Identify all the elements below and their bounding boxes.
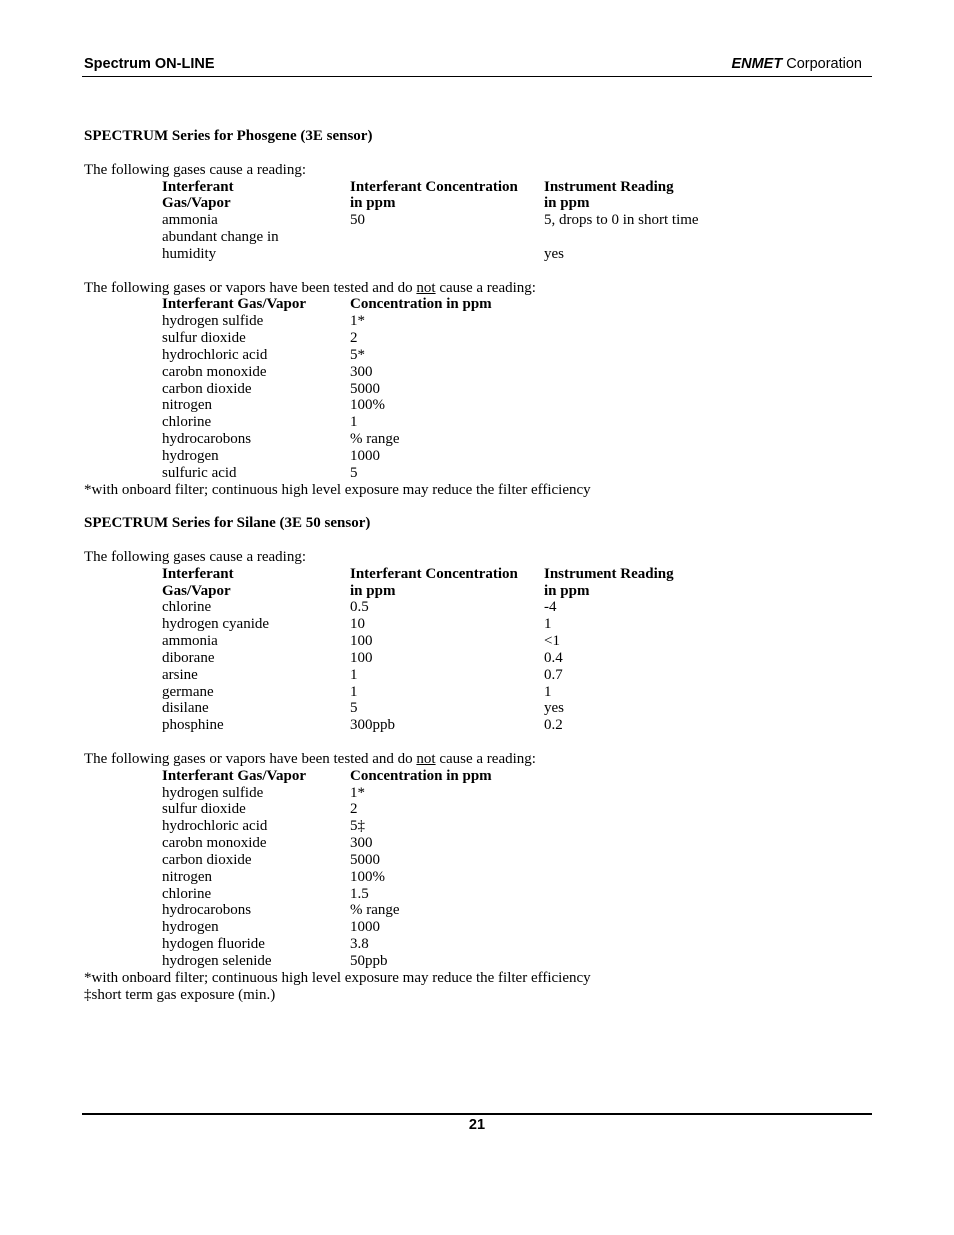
intro-not-emphasis: not [416,280,436,296]
table-cell-gas: sulfur dioxide [162,330,246,346]
table-cell-gas: germane [162,684,214,700]
intro-text: The following gases or vapors have been tested and do [84,280,417,296]
table-cell-gas: chlorine [162,414,212,430]
table-cell-gas: carbon dioxide [162,852,252,868]
table-cell-gas: carobn monoxide [162,364,267,380]
table-cell-concentration: 5000 [350,852,380,868]
table-cell-reading: 1 [544,684,552,700]
silane-footnote: *with onboard filter; continuous high level exposure may reduce the filter efficiency [84,970,591,986]
table-cell-gas: nitrogen [162,397,212,413]
header-company-rest: Corporation [782,56,862,72]
table-cell-gas: abundant change in [162,229,279,245]
silane-footnote-short-term: ‡short term gas exposure (min.) [84,987,276,1003]
column-header-concentration-line2: in ppm [350,195,396,211]
header-title: Spectrum ON-LINE [84,56,215,72]
table-cell-concentration: 2 [350,801,358,817]
table-cell-gas: humidity [162,246,217,262]
table-cell-gas: ammonia [162,212,218,228]
table-cell-gas: carobn monoxide [162,835,267,851]
table-cell-gas: hydrogen sulfide [162,785,264,801]
table-cell-gas: hydrogen cyanide [162,616,270,632]
footer-rule [82,1113,872,1115]
column-header-gas-line2: Gas/Vapor [162,583,231,599]
table-cell-gas: sulfuric acid [162,465,237,481]
table-cell-gas: hydogen fluoride [162,936,265,952]
column-header-gas: Interferant [162,566,234,582]
table-cell-concentration: 1000 [350,919,380,935]
table-cell-concentration: 100% [350,397,385,413]
table-cell-concentration: 50 [350,212,365,228]
table-cell-concentration: 1.5 [350,886,369,902]
column-header-reading: Instrument Reading [544,179,674,195]
table-cell-gas: carbon dioxide [162,381,252,397]
column-header-concentration: Interferant Concentration [350,566,518,582]
header-company [731,56,862,72]
table-cell-reading: 0.2 [544,717,563,733]
table-cell-reading: yes [544,246,564,262]
table-cell-concentration: 3.8 [350,936,369,952]
table-cell-concentration: 5 [350,700,358,716]
column-header-concentration: Concentration in ppm [350,296,492,312]
table-cell-gas: hydrocarobons [162,431,252,447]
column-header-concentration-line2: in ppm [350,583,396,599]
table-cell-concentration: 5 [350,465,358,481]
table-cell-concentration: 5* [350,347,365,363]
column-header-reading: Instrument Reading [544,566,674,582]
intro-text: The following gases or vapors have been tested and do [84,751,417,767]
table-cell-concentration: 1 [350,684,358,700]
page-number: 21 [468,1117,486,1133]
table-cell-concentration: % range [350,431,400,447]
intro-text-end: cause a reading: [435,751,536,767]
column-header-concentration: Interferant Concentration [350,179,518,195]
page-header [83,55,872,75]
table-cell-concentration: 300 [350,364,373,380]
column-header-gas: Interferant [162,179,234,195]
table-cell-gas: diborane [162,650,215,666]
table-cell-concentration: 5000 [350,381,380,397]
table-cell-concentration: 0.5 [350,599,369,615]
table-cell-concentration: % range [350,902,400,918]
table-cell-gas: chlorine [162,886,212,902]
table-cell-concentration: 300ppb [350,717,395,733]
table-cell-concentration: 2 [350,330,358,346]
column-header-gas: Interferant Gas/Vapor [162,768,307,784]
table-cell-gas: hydrogen sulfide [162,313,264,329]
table-cell-concentration: 100% [350,869,385,885]
column-header-gas: Interferant Gas/Vapor [162,296,307,312]
table-cell-gas: chlorine [162,599,212,615]
column-header-reading-line2: in ppm [544,195,590,211]
table-cell-gas: ammonia [162,633,218,649]
table-cell-gas: hydrocarobons [162,902,252,918]
table-cell-concentration: 1* [350,785,365,801]
table-cell-concentration: 10 [350,616,365,632]
header-brand: ENMET [731,56,783,72]
table-cell-concentration: 1* [350,313,365,329]
silane-section-title: SPECTRUM Series for Silane (3E 50 sensor) [84,515,371,531]
table-cell-gas: sulfur dioxide [162,801,246,817]
header-rule [82,76,872,77]
table-cell-gas: hydrogen [162,919,219,935]
table-cell-concentration: 100 [350,633,373,649]
silane-cause-intro: The following gases cause a reading: [84,549,307,565]
table-cell-reading: -4 [544,599,557,615]
table-cell-gas: hydrogen selenide [162,953,272,969]
table-cell-gas: arsine [162,667,198,683]
table-cell-concentration: 300 [350,835,373,851]
table-cell-concentration: 1 [350,414,358,430]
table-cell-reading: 1 [544,616,552,632]
table-cell-concentration: 100 [350,650,373,666]
table-cell-gas: disilane [162,700,209,716]
phosgene-footnote: *with onboard filter; continuous high level exposure may reduce the filter efficiency [84,482,591,498]
column-header-concentration: Concentration in ppm [350,768,492,784]
table-cell-concentration: 50ppb [350,953,388,969]
column-header-reading-line2: in ppm [544,583,590,599]
intro-not-emphasis: not [416,751,436,767]
column-header-gas-line2: Gas/Vapor [162,195,231,211]
table-cell-concentration: 5‡ [350,818,365,834]
phosgene-section-title: SPECTRUM Series for Phosgene (3E sensor) [84,128,373,144]
phosgene-nocause-intro [84,280,536,297]
table-cell-gas: hydrogen [162,448,219,464]
table-cell-gas: hydrochloric acid [162,347,268,363]
table-cell-gas: phosphine [162,717,224,733]
silane-nocause-intro [84,751,536,768]
table-cell-reading: yes [544,700,564,716]
table-cell-reading: <1 [544,633,560,649]
table-cell-reading: 5, drops to 0 in short time [544,212,699,228]
table-cell-concentration: 1000 [350,448,380,464]
table-cell-reading: 0.7 [544,667,563,683]
phosgene-cause-intro: The following gases cause a reading: [84,162,307,178]
table-cell-concentration: 1 [350,667,358,683]
table-cell-reading: 0.4 [544,650,563,666]
table-cell-gas: nitrogen [162,869,212,885]
table-cell-gas: hydrochloric acid [162,818,268,834]
intro-text-end: cause a reading: [435,280,536,296]
